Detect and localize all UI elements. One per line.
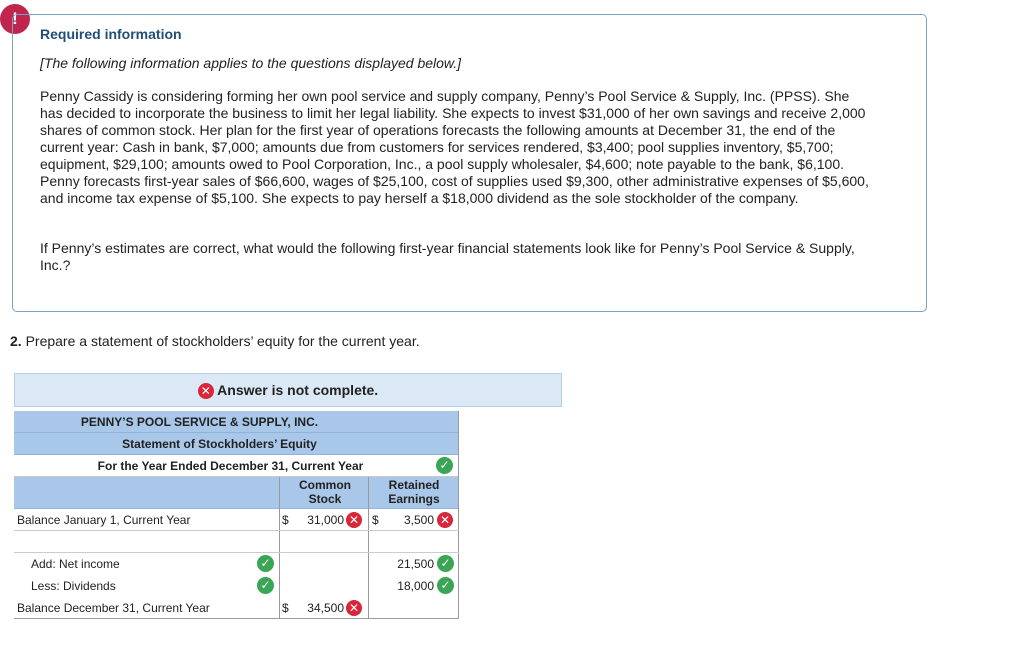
col-divider — [458, 411, 459, 619]
col-retained-line2: Earnings — [388, 492, 440, 506]
begin-common-sign: $ — [282, 513, 289, 527]
row-divider — [14, 552, 459, 553]
col-common-line2: Stock — [308, 492, 342, 506]
begin-common-input[interactable]: 31,000 — [307, 513, 344, 527]
row-begin-label: Balance January 1, Current Year — [17, 513, 191, 527]
answer-status-text: Answer is not complete. — [217, 382, 379, 398]
answer-status-banner — [14, 373, 562, 407]
row-divider — [14, 618, 459, 619]
col-retained-line1: Retained — [388, 478, 440, 492]
row-end-label: Balance December 31, Current Year — [17, 601, 210, 615]
row-dividends-label[interactable]: Less: Dividends — [31, 579, 116, 593]
check-icon: ✓ — [257, 577, 274, 594]
period-text: For the Year Ended December 31, Current Year — [97, 459, 364, 473]
x-icon: ✕ — [346, 512, 362, 528]
net-income-retained-input[interactable]: 21,500 — [397, 557, 434, 571]
info-question: If Penny’s estimates are correct, what would the following first-year financial statements look like for Penny’s Pool Service & Supply, Inc.? — [40, 240, 855, 273]
x-icon: ✕ — [437, 512, 453, 528]
info-body: Penny Cassidy is considering forming her own pool service and supply company, Penny’s Pool Service & Supply, Inc. (PPSS). She has decided to incorporate the business to limit her legal liability. She expects to invest $31,000 of her own savings and receive 2,000 shares of common stock. Her plan for the first year of operations forecasts the following amounts at December 31, the end of the current year: Cash in bank, $7,000; amounts due from customers for services rendered, $3,400; pool supplies inventory, $5,700; equipment, $29,100; amounts owed to Pool Corporation, Inc., a pool supply wholesaler, $4,600; note payable to the bank, $6,100. Penny forecasts first-year sales of $66,600, wages of $25,100, cost of supplies used $9,300, other administrative expenses of $5,600, and income tax expense of $5,100. She expects to pay herself a $18,000 dividend as the sole stockholder of the company. — [40, 88, 869, 206]
begin-retained-input[interactable]: 3,500 — [403, 513, 434, 527]
check-icon: ✓ — [437, 577, 454, 594]
question-title — [10, 333, 420, 349]
x-icon: ✕ — [346, 600, 362, 616]
col-divider — [368, 477, 369, 619]
question-number: 2. — [10, 333, 22, 349]
col-common-line1: Common — [299, 478, 351, 492]
end-common-sign: $ — [282, 601, 289, 615]
info-title: Required information — [40, 26, 182, 42]
statement-company — [14, 411, 459, 433]
row-divider — [14, 530, 459, 531]
statement-period — [14, 455, 459, 477]
col-retained-earnings — [369, 478, 459, 506]
company-name: PENNY’S POOL SERVICE & SUPPLY, INC. — [80, 415, 319, 429]
x-icon: ✕ — [198, 383, 214, 399]
col-common-stock — [280, 478, 370, 506]
check-icon: ✓ — [436, 457, 453, 474]
end-common-input[interactable]: 34,500 — [307, 601, 344, 615]
alert-icon: ! — [0, 4, 30, 34]
column-header-row — [14, 477, 459, 509]
info-subtitle: [The following information applies to the questions displayed below.] — [40, 55, 462, 71]
col-divider — [279, 477, 280, 619]
begin-retained-sign: $ — [372, 513, 379, 527]
dividends-retained-input[interactable]: 18,000 — [397, 579, 434, 593]
question-text: Prepare a statement of stockholders’ equity for the current year. — [25, 333, 420, 349]
statement-title-text: Statement of Stockholders’ Equity — [122, 437, 317, 451]
check-icon: ✓ — [437, 555, 454, 572]
statement-title — [14, 433, 459, 455]
check-icon: ✓ — [257, 555, 274, 572]
row-net-income-label[interactable]: Add: Net income — [31, 557, 120, 571]
